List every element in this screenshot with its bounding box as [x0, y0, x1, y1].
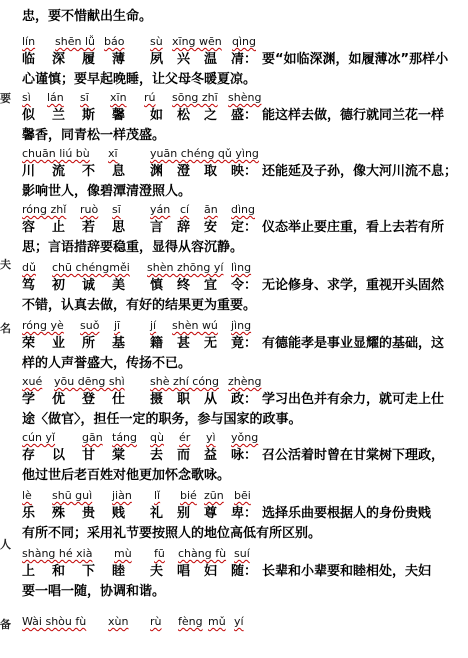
hanzi: 履: [82, 52, 96, 67]
hanzi: 夫: [150, 564, 164, 579]
hanzi: 言: [150, 220, 164, 235]
pinyin-syllable: sì: [22, 91, 31, 104]
hanzi: 薄: [112, 52, 126, 67]
verse-entry: [22, 430, 462, 485]
hanzi-row: [22, 334, 462, 354]
hanzi: 夙: [150, 52, 164, 67]
hanzi: 殊: [52, 506, 66, 521]
pinyin-syllable: yōu dēng shì: [54, 375, 125, 388]
hanzi: 安: [204, 220, 218, 235]
hanzi: 宜: [204, 278, 218, 293]
hanzi: 所: [82, 336, 96, 351]
hanzi: 馨: [112, 108, 126, 123]
edge-char: 人: [0, 538, 11, 551]
hanzi: 上: [22, 564, 36, 579]
pinyin-syllable: chàng fù: [178, 547, 227, 560]
pinyin-syllable: zūn: [204, 489, 224, 502]
hanzi: 唱: [177, 564, 191, 579]
hanzi: 和: [52, 564, 66, 579]
explanation: 选择乐曲要根据人的身份贵贱: [262, 506, 432, 521]
explanation: 无论修身、求学，重视开头固然: [262, 278, 445, 293]
hanzi: 棠: [112, 448, 126, 463]
hanzi: 无: [204, 336, 218, 351]
pinyin-syllable: mù: [114, 547, 132, 560]
pinyin-syllable: shàng hé xià: [22, 547, 93, 560]
pinyin-row: [22, 146, 462, 162]
pinyin-syllable: suí: [234, 547, 250, 560]
hanzi: 登: [82, 392, 96, 407]
edge-char: 夫: [0, 258, 11, 271]
hanzi: 松: [177, 108, 191, 123]
hanzi: 临: [22, 52, 36, 67]
hanzi: 荣: [22, 336, 36, 351]
pinyin-syllable: sōng zhī: [172, 91, 218, 104]
verse-entry: [22, 146, 462, 201]
pinyin-syllable: xué: [22, 375, 43, 388]
hanzi: 摄: [150, 392, 164, 407]
pinyin-syllable: cí: [180, 203, 190, 216]
explanation-continued: 影响世人，像碧潭清澄照人。: [22, 184, 192, 199]
explanation: 还能延及子孙，像大河川流不息；: [262, 164, 458, 179]
pinyin-syllable: xīng wēn: [172, 35, 222, 48]
pinyin-syllable: ān: [204, 203, 218, 216]
hanzi: 妇: [204, 564, 218, 579]
pinyin-row: [22, 430, 462, 446]
pinyin-syllable: xīn: [110, 91, 127, 104]
hanzi: 澄: [177, 164, 191, 179]
verse-entry: [22, 374, 462, 429]
hanzi: 随：: [231, 564, 258, 579]
hanzi-row: [22, 50, 462, 70]
hanzi: 下: [82, 564, 96, 579]
explanation: 能这样去做，德行就同兰花一样: [262, 108, 445, 123]
hanzi-row: [22, 162, 462, 182]
pinyin-syllable: sī: [80, 91, 89, 104]
hanzi-row: [22, 218, 462, 238]
hanzi: 似: [22, 108, 36, 123]
pinyin-syllable: dìng: [231, 203, 255, 216]
verse-entry: [22, 34, 462, 89]
edge-char: 要: [0, 92, 11, 105]
hanzi: 容: [22, 220, 36, 235]
pinyin-syllable: gān: [82, 431, 103, 444]
hanzi: 思: [112, 220, 126, 235]
edge-char: 备: [0, 618, 11, 631]
pinyin-syllable: chū chéngměi: [52, 261, 130, 274]
verse-entry: [22, 202, 462, 257]
pinyin-row: [22, 488, 462, 504]
explanation: 学习出色并有余力，就可走上仕: [262, 392, 445, 407]
hanzi: 基: [112, 336, 126, 351]
hanzi: 咏：: [231, 448, 258, 463]
hanzi: 甘: [82, 448, 96, 463]
pinyin-row: [22, 202, 462, 218]
verse-entry: [22, 614, 462, 630]
pinyin-syllable: shè zhí cóng: [150, 375, 219, 388]
hanzi: 慎: [150, 278, 164, 293]
pinyin-syllable: lè: [22, 489, 32, 502]
hanzi-row: [22, 504, 462, 524]
pinyin-syllable: cún yǐ: [22, 431, 56, 444]
pinyin-syllable: shèng: [228, 91, 262, 104]
explanation-continued: 心谨慎；要早起晚睡，让父母冬暖夏凉。: [22, 72, 257, 87]
hanzi: 兰: [52, 108, 66, 123]
pinyin-syllable: bēi: [234, 489, 251, 502]
pinyin-syllable: shēn lǚ: [55, 35, 95, 48]
pinyin-syllable: báo: [104, 35, 125, 48]
continued-line: 忠，要不惜献出生命。: [22, 9, 153, 24]
hanzi: 美: [112, 278, 126, 293]
pinyin-row: [22, 318, 462, 334]
pinyin-syllable: lǐ: [154, 489, 161, 502]
hanzi: 益: [204, 448, 218, 463]
hanzi-row: [22, 562, 462, 582]
pinyin-syllable: shū guì: [52, 489, 93, 502]
hanzi: 优: [52, 392, 66, 407]
hanzi: 盛：: [231, 108, 258, 123]
hanzi: 止: [52, 220, 66, 235]
pinyin-syllable: jí: [150, 319, 157, 332]
hanzi: 礼: [150, 506, 164, 521]
hanzi: 终: [177, 278, 191, 293]
pinyin-syllable: róng yè: [22, 319, 64, 332]
pinyin-syllable: mǔ: [208, 615, 226, 628]
verse-entry: [22, 90, 462, 145]
pinyin-syllable: yuān chéng qǔ yìng: [150, 147, 259, 160]
hanzi: 令：: [231, 278, 258, 293]
hanzi: 贱: [112, 506, 126, 521]
hanzi: 竟：: [231, 336, 258, 351]
pinyin-syllable: chuān liú bù: [22, 147, 90, 160]
hanzi: 仕: [112, 392, 126, 407]
hanzi: 流: [52, 164, 66, 179]
hanzi: 从: [204, 392, 218, 407]
pinyin-row: [22, 614, 462, 630]
hanzi: 籍: [150, 336, 164, 351]
pinyin-syllable: jiàn: [112, 489, 132, 502]
pinyin-row: [22, 546, 462, 562]
hanzi: 若: [82, 220, 96, 235]
pinyin-syllable: qù: [150, 431, 164, 444]
pinyin-syllable: jī: [114, 319, 121, 332]
pinyin-syllable: shèn zhōng yí: [147, 261, 224, 274]
explanation-continued: 要一唱一随，协调和谐。: [22, 584, 166, 599]
pinyin-syllable: lín: [22, 35, 36, 48]
hanzi-row: [22, 390, 462, 410]
pinyin-row: [22, 260, 462, 276]
explanation-continued: 样的人声誉盛大，传扬不已。: [22, 356, 192, 371]
pinyin-syllable: fèng: [178, 615, 203, 628]
hanzi: 学: [22, 392, 36, 407]
hanzi: 甚: [177, 336, 191, 351]
hanzi: 如: [150, 108, 164, 123]
hanzi: 诚: [82, 278, 96, 293]
hanzi: 定：: [231, 220, 258, 235]
hanzi: 凊：: [231, 52, 258, 67]
hanzi: 兴: [177, 52, 191, 67]
hanzi: 卑：: [231, 506, 258, 521]
pinyin-syllable: dǔ: [22, 261, 36, 274]
hanzi: 渊: [150, 164, 164, 179]
pinyin-syllable: jìng: [231, 319, 252, 332]
hanzi: 初: [52, 278, 66, 293]
hanzi: 川: [22, 164, 36, 179]
pinyin-syllable: shèn wú: [172, 319, 218, 332]
hanzi: 息: [112, 164, 126, 179]
pinyin-syllable: rú: [144, 91, 156, 104]
hanzi: 以: [52, 448, 66, 463]
pinyin-syllable: lìng: [231, 261, 252, 274]
explanation-continued: 他过世后老百姓对他更加怀念歌咏。: [22, 468, 231, 483]
pinyin-syllable: Wài shòu fù: [22, 615, 87, 628]
hanzi: 笃: [22, 278, 36, 293]
pinyin-syllable: qìng: [232, 35, 256, 48]
hanzi: 斯: [82, 108, 96, 123]
explanation-continued: 不错，认真去做，有好的结果更为重要。: [22, 298, 257, 313]
pinyin-syllable: yí: [234, 615, 244, 628]
hanzi: 去: [150, 448, 164, 463]
explanation-continued: 思；言语措辞要稳重，显得从容沉静。: [22, 240, 244, 255]
hanzi: 乐: [22, 506, 36, 521]
hanzi: 深: [52, 52, 66, 67]
hanzi: 政：: [231, 392, 258, 407]
pinyin-syllable: zhèng: [228, 375, 262, 388]
hanzi: 职: [177, 392, 191, 407]
explanation: 召公活着时曾在甘棠树下理政，: [262, 448, 445, 463]
pinyin-syllable: yì: [206, 431, 216, 444]
verse-entry: [22, 318, 462, 373]
hanzi: 贵: [82, 506, 96, 521]
hanzi-row: [22, 446, 462, 466]
hanzi-row: [22, 276, 462, 296]
verse-entry: [22, 488, 462, 543]
verse-entry: [22, 546, 462, 601]
hanzi: 睦: [112, 564, 126, 579]
hanzi: 别: [177, 506, 191, 521]
pinyin-syllable: ér: [179, 431, 191, 444]
pinyin-syllable: yán: [150, 203, 171, 216]
pinyin-syllable: lán: [47, 91, 64, 104]
explanation: 要“如临深渊，如履薄冰”那样小: [262, 52, 449, 67]
explanation: 有德能孝是事业显耀的基础，这: [262, 336, 445, 351]
pinyin-syllable: táng: [112, 431, 138, 444]
explanation: 长辈和小辈要和睦相处，夫妇: [262, 564, 432, 579]
hanzi: 业: [52, 336, 66, 351]
pinyin-syllable: rù: [150, 615, 162, 628]
hanzi: 取: [204, 164, 218, 179]
hanzi: 而: [177, 448, 191, 463]
pinyin-syllable: fū: [154, 547, 165, 560]
explanation: 仪态举止要庄重，看上去若有所: [262, 220, 445, 235]
hanzi: 映：: [231, 164, 258, 179]
pinyin-syllable: bié: [180, 489, 197, 502]
pinyin-row: [22, 90, 462, 106]
hanzi: 尊: [204, 506, 218, 521]
hanzi: 不: [82, 164, 96, 179]
pinyin-syllable: yǒng: [231, 431, 259, 444]
explanation-continued: 途〈做官〉，担任一定的职务，参与国家的政事。: [22, 412, 302, 427]
pinyin-syllable: sī: [112, 203, 121, 216]
hanzi: 温: [204, 52, 218, 67]
pinyin-syllable: sù: [150, 35, 163, 48]
hanzi: 之: [204, 108, 218, 123]
pinyin-syllable: ruò: [80, 203, 99, 216]
explanation-continued: 馨香，同青松一样茂盛。: [22, 128, 166, 143]
pinyin-syllable: xī: [108, 147, 118, 160]
pinyin-syllable: xùn: [108, 615, 129, 628]
pinyin-syllable: suǒ: [80, 319, 100, 332]
verse-entry: [22, 260, 462, 315]
pinyin-row: [22, 34, 462, 50]
pinyin-row: [22, 374, 462, 390]
hanzi: 辞: [177, 220, 191, 235]
pinyin-syllable: róng zhǐ: [22, 203, 67, 216]
edge-char: 名: [0, 322, 11, 335]
hanzi-row: [22, 106, 462, 126]
hanzi: 存: [22, 448, 36, 463]
explanation-continued: 有所不同；采用礼节要按照人的地位高低有所区别。: [22, 526, 322, 541]
